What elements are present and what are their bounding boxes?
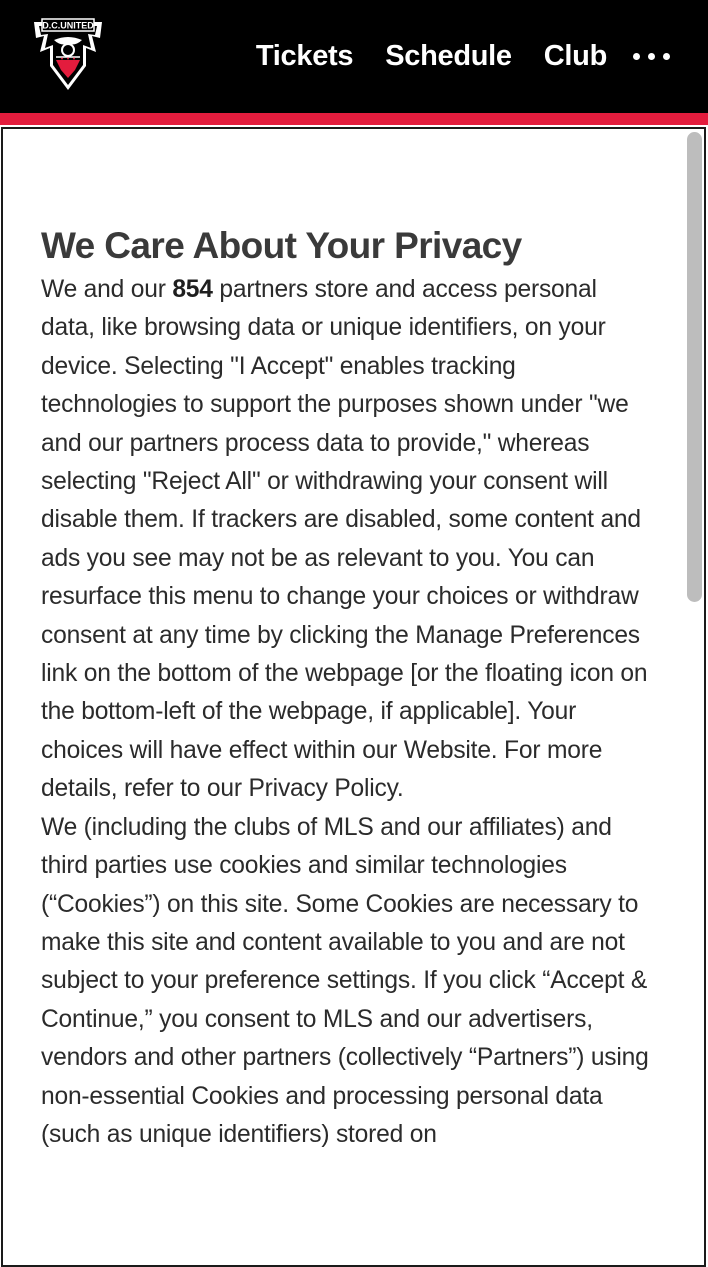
dialog-scrollbar[interactable] <box>687 132 702 602</box>
dialog-content <box>41 221 656 1154</box>
privacy-title: We Care About Your Privacy <box>41 225 522 266</box>
header-accent-stripe <box>0 113 708 125</box>
site-header <box>0 0 708 113</box>
nav-schedule[interactable]: Schedule <box>385 40 512 72</box>
partners-count: 854 <box>172 276 213 303</box>
svg-text:D.C.UNITED: D.C.UNITED <box>42 20 94 31</box>
dc-united-logo[interactable] <box>30 16 106 96</box>
cookies-description: We (including the clubs of MLS and our affiliates) and third parties use cookies and similar technologies (“Cookies”) on this site. Some Cookies are necessary to make this site and content available to you and are not subject to your preference settings. If you click “Accept & Continue,” you consent to MLS and our advertisers, vendors and other partners (collectively “Partners”) using non-essential Cookies and processing personal data (such as unique identifiers) stored on <box>41 813 649 1148</box>
more-horizontal-icon[interactable] <box>633 36 670 76</box>
nav-tickets[interactable]: Tickets <box>255 40 354 72</box>
main-nav <box>256 36 670 76</box>
nav-club[interactable]: Club <box>543 40 607 72</box>
privacy-consent-dialog <box>1 127 706 1267</box>
privacy-description: We and our 854 partners store and access personal data, like browsing data or unique identifiers, on your device. Selecting "I Accept" enables tracking technologies to support the purposes shown under "we and our partners process data to provide," whereas selecting "Reject All" or withdrawing your consent will disable them. If trackers are disabled, some content and ads you see may not be as relevant to you. You can resurface this menu to change your choices or withdraw consent at any time by clicking the Manage Preferences link on the bottom of the webpage [or the floating icon on the bottom-left of the webpage, if applicable]. Your choices will have effect within our Website. For more details, refer to our Privacy Policy. <box>41 276 648 803</box>
